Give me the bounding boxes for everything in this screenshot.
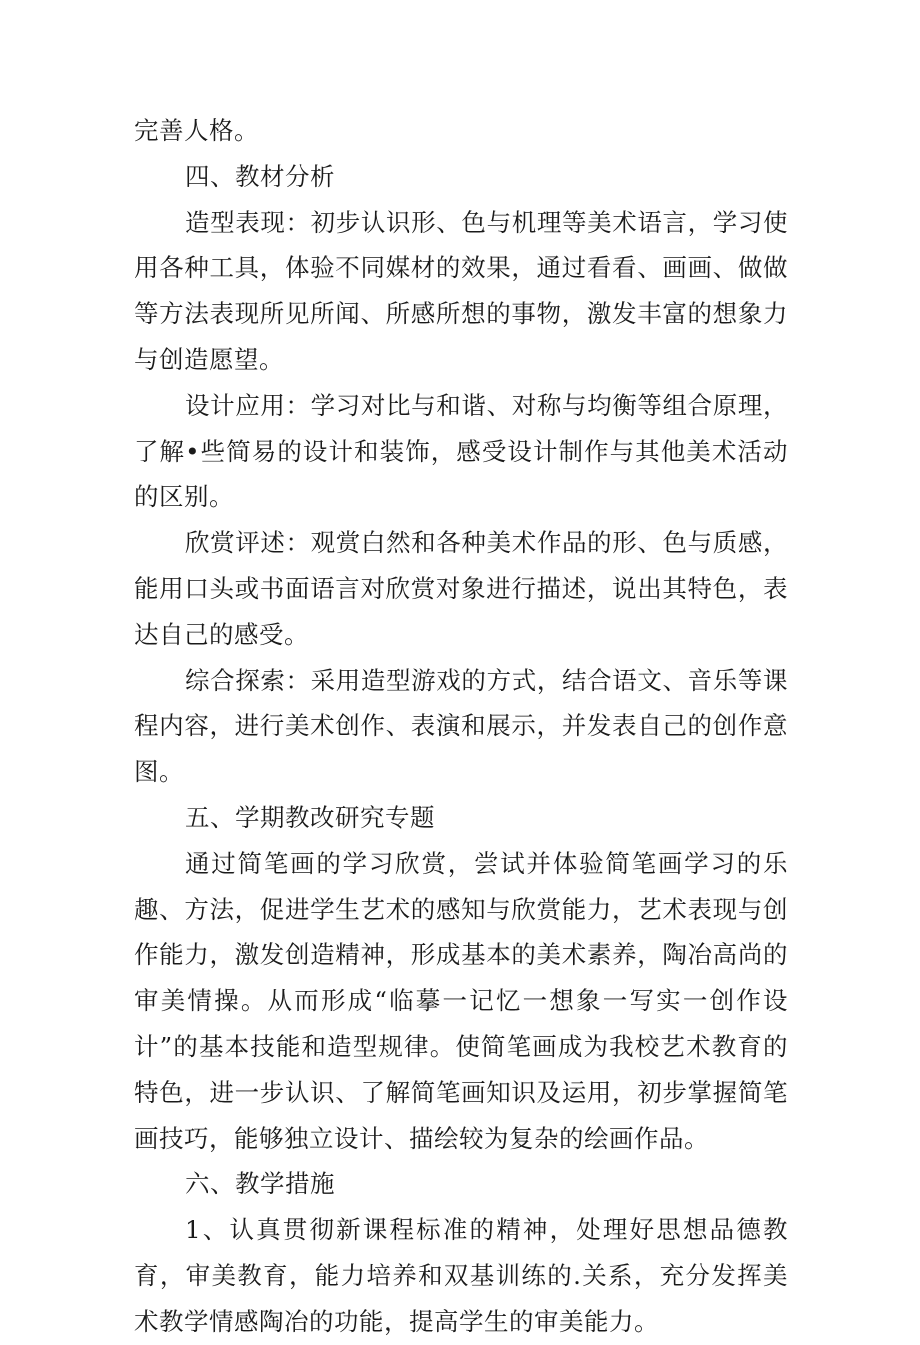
section-heading-research-topic: 五、学期教改研究专题 (185, 802, 435, 832)
paragraph-continuation: 完善人格。 (134, 116, 259, 145)
section-heading-textbook-analysis: 四、教材分析 (185, 161, 335, 191)
paragraph-design-application: 设计应用：学习对比与和谐、对称与均衡等组合原理，了解•些简易的设计和装饰，感受设计制作与其他美术活动的区别。 (134, 390, 788, 512)
paragraph-measure-1: 1、认真贯彻新课程标准的精神，处理好思想品德教育，审美教育，能力培养和双基训练的.关系，充分发挥美术教学情感陶冶的功能，提高学生的审美能力。 (134, 1215, 788, 1336)
paragraph-comprehensive-exploration: 综合探索：采用造型游戏的方式，结合语文、音乐等课程内容，进行美术创作、表演和展示，并发表自己的创作意图。 (134, 665, 788, 787)
paragraph-appreciation-review: 欣赏评述：观赏白然和各种美术作品的形、色与质感，能用口头或书面语言对欣赏对象进行描述，说出其特色，表达自己的感受。 (134, 528, 788, 649)
section-heading-teaching-measures: 六、教学措施 (185, 1169, 335, 1199)
paragraph-research-topic: 通过简笔画的学习欣赏，尝试并体验简笔画学习的乐趣、方法，促进学生艺术的感知与欣赏能力，艺术表现与创作能力，激发创造精神，形成基本的美术素养，陶冶高尚的审美情操。从而形成“临摹一记忆一想象一写实一创作设计”的基本技能和造型规律。使简笔画成为我校艺术教育的特色，进一步认识、了解简笔画知识及运用，初步掌握简笔画技巧，能够独立设计、描绘较为复杂的绘画作品。 (134, 848, 788, 1153)
document-body (134, 108, 788, 1345)
paragraph-modeling-expression: 造型表现：初步认识形、色与机理等美术语言，学习使用各种工具，体验不同媒材的效果，通过看看、画画、做做等方法表现所见所闻、所感所想的事物，激发丰富的想象力与创造愿望。 (134, 207, 788, 374)
